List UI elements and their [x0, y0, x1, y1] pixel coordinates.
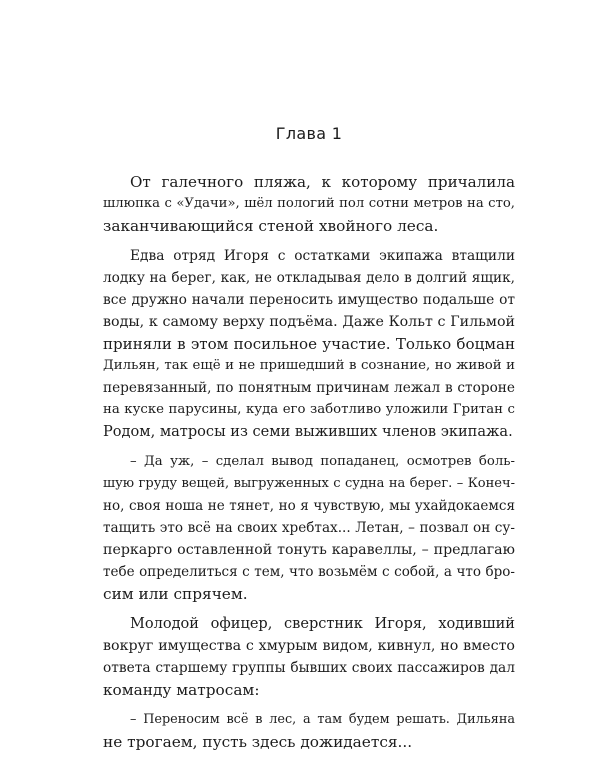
- text-line: не трогаем, пусть здесь дожидается...: [103, 733, 413, 751]
- chapter-text: [103, 171, 515, 761]
- text-line: Молодой офицер, сверстник Игоря, ходивший: [130, 616, 515, 632]
- paragraph: [103, 245, 515, 443]
- chapter-title: Глава 1: [275, 124, 343, 143]
- text-line: шлюпка с «Удачи», шёл пологий пол сотни метров на сто,: [103, 196, 515, 211]
- paragraph: [103, 451, 515, 605]
- text-line: команду матросам:: [103, 681, 260, 699]
- text-line: Едва отряд Игоря с остатками экипажа втащили: [130, 248, 515, 264]
- text-line: сим или спрячем.: [103, 585, 248, 603]
- text-line: перкарго оставленной тонуть каравеллы, – предлагаю: [103, 542, 515, 558]
- text-line: Дильян, так ещё и не пришедший в сознание, но живой и: [103, 358, 515, 373]
- text-line: перевязанный, по понятным причинам лежал в стороне: [103, 380, 515, 396]
- text-line: заканчивающийся стеной хвойного леса.: [103, 217, 439, 235]
- paragraph: [103, 613, 515, 701]
- text-line: – Переносим всё в лес, а там будем решать. Дильяна: [130, 712, 515, 727]
- text-line: но, своя ноша не тянет, но я чувствую, мы ухайдокаемся: [103, 498, 515, 514]
- book-page: [103, 0, 515, 750]
- text-line: лодку на берег, как, не откладывая дело в долгий ящик,: [103, 270, 515, 286]
- paragraph: [103, 709, 515, 753]
- text-line: на куске парусины, куда его заботливо уложили Гритан с: [103, 402, 515, 417]
- text-line: воды, к самому верху подъёма. Даже Кольт с Гильмой: [103, 314, 515, 330]
- text-line: Родом, матросы из семи выживших членов экипажа.: [103, 423, 513, 440]
- text-line: ответа старшему группы бывших своих пассажиров дал: [103, 660, 515, 676]
- text-line: все дружно начали переносить имущество подальше от: [103, 292, 515, 308]
- paragraph: [103, 171, 515, 237]
- text-line: От галечного пляжа, к которому причалила: [130, 173, 515, 191]
- text-line: приняли в этом посильное участие. Только боцман: [103, 335, 515, 353]
- text-line: тебе определиться с тем, что возьмём с собой, а что бро-: [103, 564, 515, 580]
- text-line: тащить это всё на своих хребтах... Летан, – позвал он су-: [103, 520, 515, 536]
- text-line: шую груду вещей, выгруженных с судна на берег. – Конеч-: [103, 476, 515, 491]
- text-line: – Да уж, – сделал вывод попаданец, осмотрев боль-: [130, 454, 515, 469]
- text-line: вокруг имущества с хмурым видом, кивнул, но вместо: [103, 638, 515, 654]
